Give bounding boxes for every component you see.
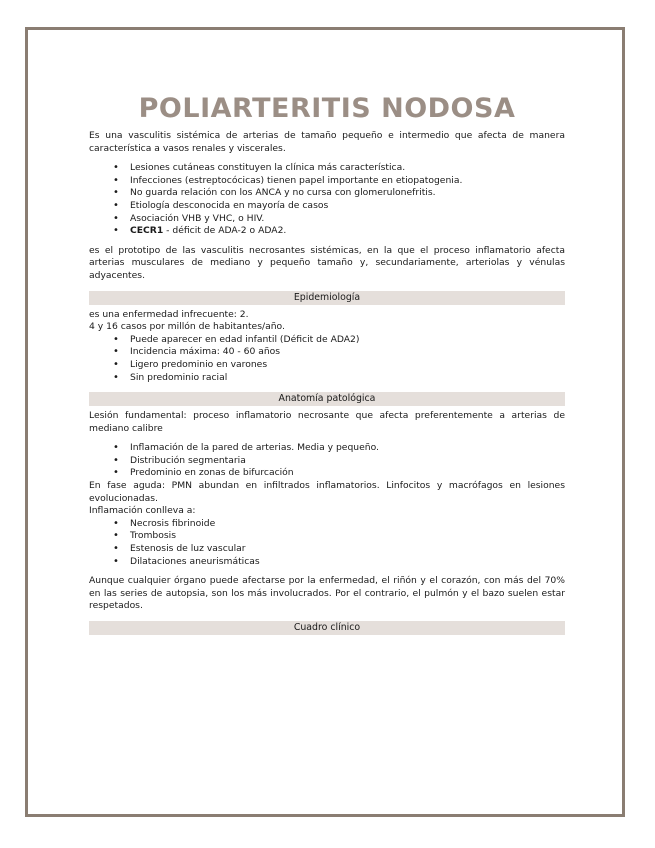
anat-acute: En fase aguda: PMN abundan en infiltrados inflamatorios. Linfocitos y macrófagos en lesiones evolucionadas. (89, 480, 565, 504)
list-item: • Necrosis fibrinoide (129, 518, 565, 531)
list-item: • Predominio en zonas de bifurcación (129, 467, 565, 480)
list-item: • Sin predominio racial (129, 372, 565, 385)
list-item: • Trombosis (129, 530, 565, 543)
list-item: • Asociación VHB y VHC, o HIV. (129, 213, 565, 226)
epi-list (89, 334, 565, 384)
anat-list (89, 442, 565, 480)
epi-line-1: es una enfermedad infrecuente: 2. (89, 308, 249, 320)
anat-conlleva: Inflamación conlleva a: (89, 505, 196, 517)
epi-line-2: 4 y 16 casos por millón de habitantes/año. (89, 321, 285, 333)
anat-intro: Lesión fundamental: proceso inflamatorio necrosante que afecta preferentemente a arterias de mediano calibre (89, 410, 565, 434)
document-body (89, 92, 565, 639)
list-item (129, 225, 565, 238)
list-item: • Ligero predominio en varones (129, 359, 565, 372)
intro-paragraph: Es una vasculitis sistémica de arterias de tamaño pequeño e intermedio que afecta de manera característica a vasos renales y viscerales. (89, 130, 565, 154)
list-item: • Estenosis de luz vascular (129, 543, 565, 556)
page-title: POLIARTERITIS NODOSA (138, 93, 516, 124)
list-item: • Infecciones (estreptocócicas) tienen papel importante en etiopatogenia. (129, 175, 565, 188)
list-item: • Inflamación de la pared de arterias. Media y pequeño. (129, 442, 565, 455)
cecr-gene: CECR1 (130, 225, 164, 237)
section-cuadro-clinico: Cuadro clínico (89, 621, 565, 635)
section-anatomia: Anatomía patológica (89, 392, 565, 406)
list-item: • No guarda relación con los ANCA y no cursa con glomerulonefritis. (129, 187, 565, 200)
list-item: • Distribución segmentaria (129, 455, 565, 468)
section-epidemiologia: Epidemiología (89, 291, 565, 305)
cecr-text: - déficit de ADA-2 o ADA2. (163, 225, 287, 237)
organs-paragraph: Aunque cualquier órgano puede afectarse por la enfermedad, el riñón y el corazón, con más del 70% en las series de autopsia, son los más involucrados. Por el contrario, el pulmón y el bazo suelen estar respetados. (89, 575, 565, 612)
list-item: • Lesiones cutáneas constituyen la clínica más característica. (129, 162, 565, 175)
anat-list-2 (89, 518, 565, 568)
intro-list (89, 162, 565, 238)
prototype-paragraph: es el prototipo de las vasculitis necrosantes sistémicas, en la que el proceso inflamatorio afecta arterias musculares de mediano y pequeño tamaño y, secundariamente, arteriolas y vénulas adyacentes. (89, 244, 565, 281)
list-item: • Puede aparecer en edad infantil (Déficit de ADA2) (129, 334, 565, 347)
list-item: • Etiología desconocida en mayoría de casos (129, 200, 565, 213)
list-item: • Dilataciones aneurismáticas (129, 556, 565, 569)
list-item: • Incidencia máxima: 40 - 60 años (129, 346, 565, 359)
